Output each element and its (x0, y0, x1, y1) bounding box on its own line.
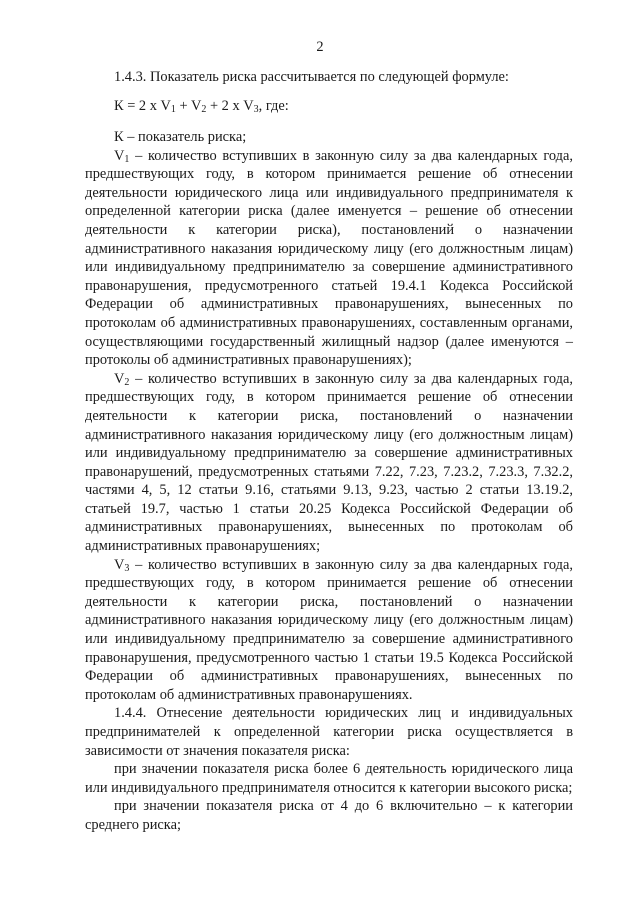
section-heading-1-4-3: 1.4.3. Показатель риска рассчитывается по следующей формуле: (114, 69, 509, 85)
v3-text: – количество вступивших в законную силу за два календарных года, предшествующих году, в котором принимается решение об отнесении деятельности к категории риска, постановлений о назначении административного наказания юридическому лицу (его должностным лицам) или индивидуальному предпринимателю за совершение административного правонарушения, предусмотренного частью 1 статьи 19.5 Кодекса Российской Федерации об административных правонарушениях, вынесенных по протоколам об административных правонарушениях. (85, 556, 573, 703)
section-1-4-4: 1.4.4. Отнесение деятельности юридических лиц и индивидуальных предпринимателей к определенной категории риска осуществляется в зависимости от значения показателя риска: (85, 705, 573, 759)
v2-symbol: V (114, 370, 125, 387)
v1-symbol: V (114, 147, 125, 164)
v1-text: – количество вступивших в законную силу за два календарных года, предшествующих году, в котором принимается решение об отнесении деятельности юридического лица или индивидуального предпринимателя к определенной категории риска (далее именуется – решение об отнесении деятельности к категории риска), постановлений о назначении административного наказания юридическому лицу (его должностным лицам) или индивидуальному предпринимателю за совершение административного правонарушения, предусмотренного статьей 19.4.1 Кодекса Российской Федерации об административных правонарушениях, вынесенных по протоколам об административных правонарушениях, составленным органами, осуществляющими государственный жилищный надзор (далее именуются – протоколы об административных правонарушениях); (85, 147, 573, 369)
formula-sub-1: 1 (170, 104, 176, 115)
formula-tail: , где: (258, 98, 289, 114)
v3-symbol: V (114, 556, 125, 573)
formula-k: К = 2 х V (114, 98, 171, 114)
formula-sub-3: 3 (253, 104, 259, 115)
v3-subscript: 3 (124, 562, 130, 574)
formula-plus-v2: + V (175, 98, 202, 114)
formula-sub-2: 2 (201, 104, 207, 115)
v1-subscript: 1 (124, 153, 130, 165)
v2-definition (85, 370, 573, 556)
v1-definition (85, 147, 573, 370)
v2-subscript: 2 (124, 376, 130, 388)
high-risk-criterion: при значении показателя риска более 6 деятельность юридического лица или индивидуального предпринимателя относится к категории высокого риска; (85, 761, 573, 796)
formula-plus-v3: + 2 х V (206, 98, 254, 114)
v2-text: – количество вступивших в законную силу за два календарных года, предшествующих году, в котором принимается решение об отнесении деятельности к категории риска, постановлений о назначении административного наказания юридическому лицу (его должностным лицам) или индивидуальному предпринимателю за совершение административных правонарушений, предусмотренных статьями 7.22, 7.23, 7.23.2, 7.23.3, 7.32.2, частями 4, 5, 12 статьи 9.16, статьями 9.13, 9.23, частью 2 статьи 13.19.2, статьей 19.7, частью 1 статьи 20.25 Кодекса Российской Федерации об административных правонарушениях, вынесенных по протоколам об административных правонарушениях; (85, 370, 573, 555)
k-definition: К – показатель риска; (114, 129, 247, 145)
page-number: 2 (316, 39, 324, 55)
definitions-block (85, 128, 573, 835)
medium-risk-criterion: при значении показателя риска от 4 до 6 включительно – к категории среднего риска; (85, 798, 573, 833)
risk-formula (114, 97, 594, 116)
v3-definition (85, 556, 573, 705)
